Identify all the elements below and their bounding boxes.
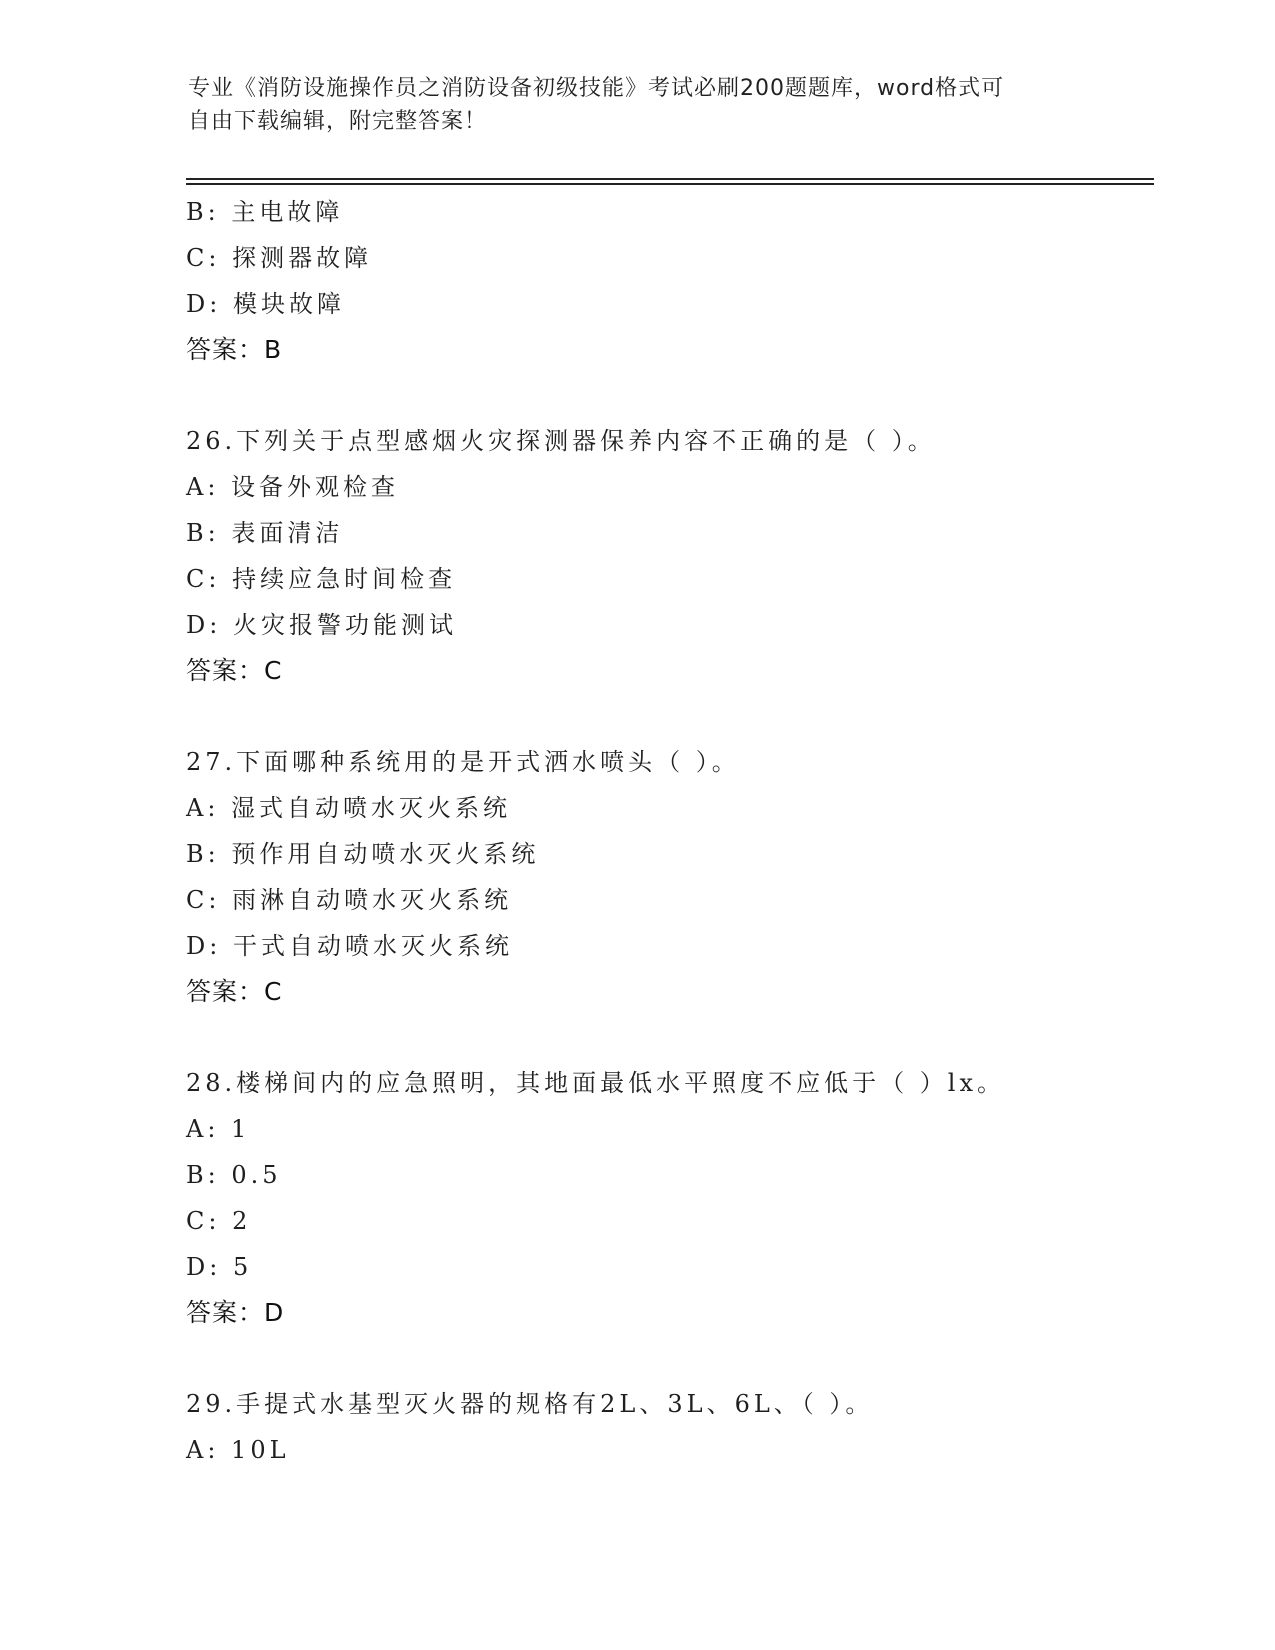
answer-line: 答案：B <box>186 335 283 364</box>
question-stem: 28.楼梯间内的应急照明，其地面最低水平照度不应低于（ ）lx。 <box>186 1069 1006 1097</box>
question-block <box>186 1381 1146 1473</box>
question-block <box>186 739 1146 1015</box>
spacer <box>186 1336 1146 1381</box>
option-d: D: 干式自动喷水灭火系统 <box>186 932 513 960</box>
question-block <box>186 418 1146 694</box>
answer-line: 答案：C <box>186 656 283 685</box>
option-c: C: 2 <box>186 1207 252 1235</box>
option-c: C: 雨淋自动喷水灭火系统 <box>186 886 513 914</box>
document-header <box>188 72 1088 138</box>
question-block <box>186 189 1146 373</box>
option-b: B: 预作用自动喷水灭火系统 <box>186 840 540 868</box>
option-d: D: 模块故障 <box>186 290 345 318</box>
option-d: D: 5 <box>186 1253 253 1281</box>
question-stem: 27.下面哪种系统用的是开式洒水喷头（ ）。 <box>186 748 740 776</box>
spacer <box>186 1015 1146 1060</box>
header-line-1: 专业《消防设施操作员之消防设备初级技能》考试必刷200题题库，word格式可 <box>188 76 1005 101</box>
option-b: B: 0.5 <box>186 1161 282 1189</box>
header-divider-bottom <box>186 183 1154 185</box>
option-b: B: 主电故障 <box>186 198 344 226</box>
option-d: D: 火灾报警功能测试 <box>186 611 457 639</box>
option-b: B: 表面清洁 <box>186 519 344 547</box>
option-c: C: 持续应急时间检查 <box>186 565 457 593</box>
option-a: A: 1 <box>186 1115 251 1143</box>
question-stem: 26.下列关于点型感烟火灾探测器保养内容不正确的是（ ）。 <box>186 427 936 455</box>
header-divider-top <box>186 178 1154 180</box>
question-block <box>186 1060 1146 1336</box>
spacer <box>186 694 1146 739</box>
question-list <box>186 189 1146 1473</box>
option-a: A: 10L <box>186 1436 290 1464</box>
spacer <box>186 373 1146 418</box>
option-a: A: 设备外观检查 <box>186 473 400 501</box>
question-stem: 29.手提式水基型灭火器的规格有2L、3L、6L、（ ）。 <box>186 1390 874 1418</box>
header-line-2: 自由下载编辑，附完整答案！ <box>188 109 488 134</box>
option-a: A: 湿式自动喷水灭火系统 <box>186 794 512 822</box>
answer-line: 答案：D <box>186 1298 285 1327</box>
option-c: C: 探测器故障 <box>186 244 373 272</box>
answer-line: 答案：C <box>186 977 283 1006</box>
